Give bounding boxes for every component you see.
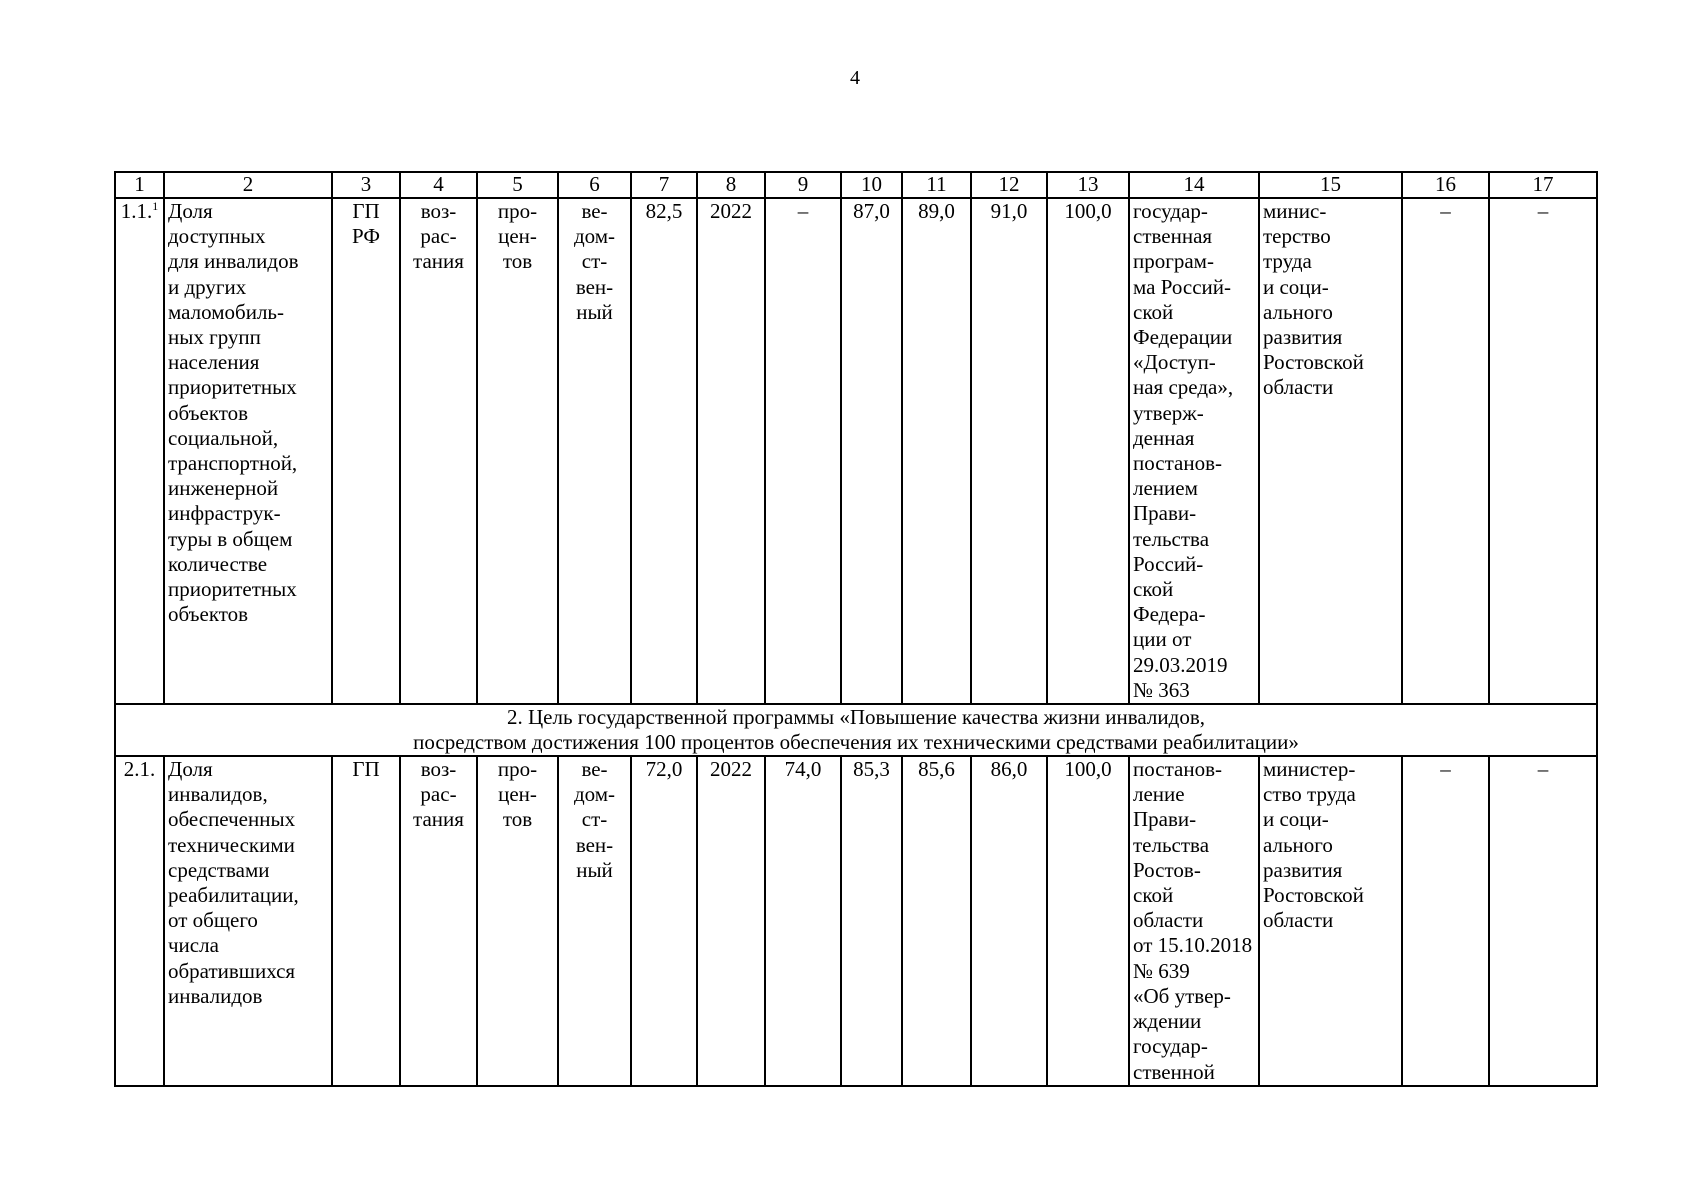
indicators-table xyxy=(114,171,1598,1087)
column-header: 3 xyxy=(332,172,400,198)
value-cell: 85,6 xyxy=(902,756,971,1086)
column-number-header-row xyxy=(115,172,1597,198)
trend-cell xyxy=(400,198,477,704)
indicator-type: ГП РФ xyxy=(352,199,380,249)
column-header: 16 xyxy=(1402,172,1489,198)
column-header: 14 xyxy=(1129,172,1259,198)
column-header: 12 xyxy=(971,172,1047,198)
column-header: 7 xyxy=(631,172,697,198)
value-cell: – xyxy=(1402,198,1489,704)
responsible-cell xyxy=(1259,756,1402,1086)
column-header: 4 xyxy=(400,172,477,198)
column-header: 6 xyxy=(558,172,631,198)
indicator-type-cell xyxy=(332,756,400,1086)
indicator-name: Доля доступных для инвалидов и других маломобиль- ных групп населения приоритетных объектов социальной, транспортной, инженерной инфраструк- туры в общем количестве приоритетных объектов xyxy=(168,199,299,627)
value-cell: 89,0 xyxy=(902,198,971,704)
column-header: 15 xyxy=(1259,172,1402,198)
column-header: 2 xyxy=(164,172,332,198)
indicator-name-cell xyxy=(164,198,332,704)
base-year-cell: 2022 xyxy=(697,198,765,704)
indicator-type: ГП xyxy=(352,757,380,782)
trend-cell xyxy=(400,756,477,1086)
value-cell: 87,0 xyxy=(841,198,902,704)
document-cell xyxy=(1129,198,1259,704)
table-row xyxy=(115,198,1597,704)
row-number: 2.1. xyxy=(123,757,156,782)
unit-cell xyxy=(477,756,558,1086)
value-cell: 85,3 xyxy=(841,756,902,1086)
document: постанов- ление Прави- тельства Ростов- ской области от 15.10.2018 № 639 «Об утвер- ждении государ- ственной xyxy=(1133,757,1253,1084)
row-number-cell xyxy=(115,756,164,1086)
column-header: 9 xyxy=(765,172,841,198)
document: государ- ственная програм- ма Россий- ской Федерации «Доступ- ная среда», утверж- денная постанов- лением Прави- тельства Россий- ской Федера- ции от 29.03.2019 № 363 xyxy=(1133,199,1234,702)
value-cell: – xyxy=(1402,756,1489,1086)
unit-cell xyxy=(477,198,558,704)
document-cell xyxy=(1129,756,1259,1086)
value-cell: – xyxy=(1489,756,1597,1086)
column-header: 1 xyxy=(115,172,164,198)
responsible: минис- терство труда и соци- ального развития Ростовской области xyxy=(1263,199,1364,400)
column-header: 10 xyxy=(841,172,902,198)
row-number-cell xyxy=(115,198,164,704)
trend: воз- рас- тания xyxy=(413,757,464,832)
unit: про- цен- тов xyxy=(497,757,538,832)
column-header: 8 xyxy=(697,172,765,198)
responsible-cell xyxy=(1259,198,1402,704)
section-heading-cell xyxy=(115,704,1597,756)
column-header: 17 xyxy=(1489,172,1597,198)
value-cell: – xyxy=(1489,198,1597,704)
value-cell: 86,0 xyxy=(971,756,1047,1086)
kind: ве- дом- ст- вен- ный xyxy=(573,199,616,324)
column-header: 5 xyxy=(477,172,558,198)
value-cell: 100,0 xyxy=(1047,198,1129,704)
base-value-cell: 72,0 xyxy=(631,756,697,1086)
value-cell: – xyxy=(765,198,841,704)
section-heading-row xyxy=(115,704,1597,756)
base-value-cell: 82,5 xyxy=(631,198,697,704)
kind-cell xyxy=(558,198,631,704)
value-cell: 100,0 xyxy=(1047,756,1129,1086)
trend: воз- рас- тания xyxy=(413,199,464,274)
row-number: 1.1. xyxy=(120,199,153,223)
indicator-name-cell xyxy=(164,756,332,1086)
kind-cell xyxy=(558,756,631,1086)
footnote-mark: 1 xyxy=(152,199,159,213)
page-number: 4 xyxy=(850,67,860,89)
section-heading: 2. Цель государственной программы «Повышение качества жизни инвалидов, посредством достижения 100 процентов обеспечения их техническими средствами реабилитации» xyxy=(413,705,1299,755)
unit: про- цен- тов xyxy=(497,199,538,274)
responsible: министер- ство труда и соци- ального развития Ростовской области xyxy=(1263,757,1364,933)
indicator-name: Доля инвалидов, обеспеченных техническими средствами реабилитации, от общего числа обратившихся инвалидов xyxy=(168,757,299,1008)
value-cell: 91,0 xyxy=(971,198,1047,704)
base-year-cell: 2022 xyxy=(697,756,765,1086)
table-row xyxy=(115,756,1597,1086)
column-header: 11 xyxy=(902,172,971,198)
indicator-type-cell xyxy=(332,198,400,704)
column-header: 13 xyxy=(1047,172,1129,198)
value-cell: 74,0 xyxy=(765,756,841,1086)
kind: ве- дом- ст- вен- ный xyxy=(573,757,616,882)
